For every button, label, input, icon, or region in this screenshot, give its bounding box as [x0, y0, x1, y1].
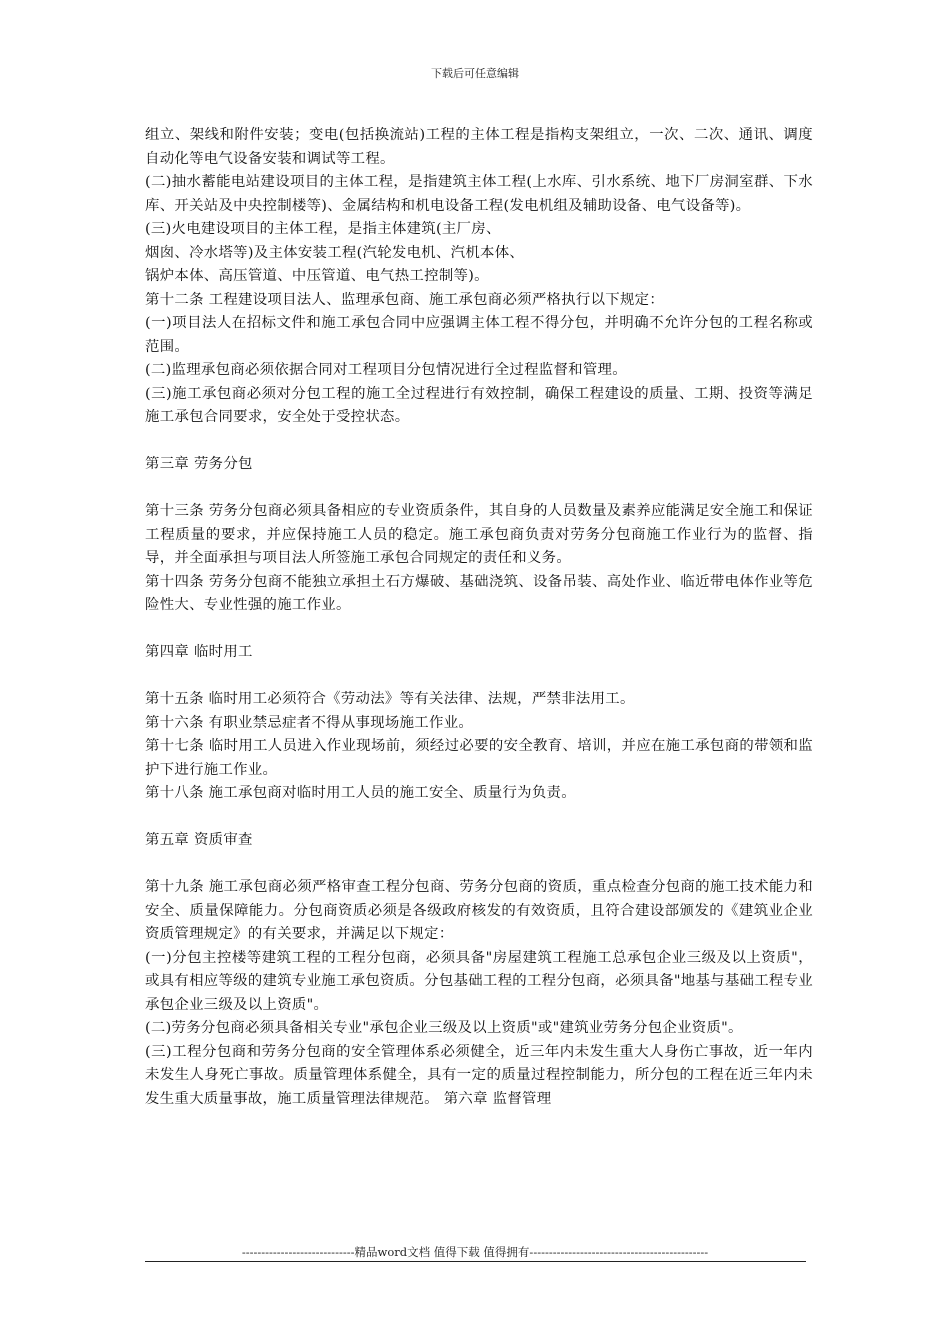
- paragraph: (一)项目法人在招标文件和施工承包合同中应强调主体工程不得分包，并明确不允许分包的工程名称或范围。: [145, 315, 813, 355]
- blank-line: [145, 665, 813, 689]
- paragraph: (一)分包主控楼等建筑工程的工程分包商，必须具备"房屋建筑工程施工总承包企业三级及以上资质"，或具有相应等级的建筑专业施工承包资质。分包基础工程的工程分包商，必须具备"地基与基础工程专业承包企业三级及以上资质"。: [145, 949, 814, 1013]
- footer-rule: [145, 1261, 806, 1262]
- paragraph: 第十三条 劳务分包商必须具备相应的专业资质条件，其自身的人员数量及素养应能满足安全施工和保证工程质量的要求，并应保持施工人员的稳定。施工承包商负责对劳务分包商施工作业行为的监督、指导，并全面承担与项目法人所签施工承包合同规定的责任和义务。: [145, 503, 813, 566]
- paragraph: 第十四条 劳务分包商不能独立承担土石方爆破、基础浇筑、设备吊装、高处作业、临近带电体作业等危险性大、专业性强的施工作业。: [145, 573, 813, 613]
- paragraph: (三)施工承包商必须对分包工程的施工全过程进行有效控制，确保工程建设的质量、工期、投资等满足施工承包合同要求，安全处于受控状态。: [145, 385, 813, 425]
- chapter-heading: 第四章 临时用工: [145, 644, 253, 660]
- blank-line: [145, 477, 813, 501]
- paragraph: 第十七条 临时用工人员进入作业现场前，须经过必要的安全教育、培训，并应在施工承包商的带领和监护下进行施工作业。: [145, 738, 813, 778]
- paragraph: 锅炉本体、高压管道、中压管道、电气热工控制等)。: [145, 268, 489, 284]
- blank-line: [145, 806, 813, 830]
- paragraph: (二)监理承包商必须依据合同对工程项目分包情况进行全过程监督和管理。: [145, 362, 627, 378]
- document-body: [145, 124, 813, 1111]
- paragraph: (三)火电建设项目的主体工程，是指主体建筑(主厂房、: [145, 221, 501, 237]
- blank-line: [145, 618, 813, 642]
- paragraph: 第十六条 有职业禁忌症者不得从事现场施工作业。: [145, 714, 474, 731]
- chapter-heading: 第五章 资质审查: [145, 832, 253, 848]
- page-header: 下载后可任意编辑: [431, 67, 519, 80]
- paragraph: 第十八条 施工承包商对临时用工人员的施工安全、质量行为负责。: [145, 785, 576, 801]
- paragraph: 第十九条 施工承包商必须严格审查工程分包商、劳务分包商的资质，重点检查分包商的施工技术能力和安全、质量保障能力。分包商资质必须是各级政府核发的有效资质，且符合建设部颁发的《建筑业企业资质管理规定》的有关要求，并满足以下规定：: [145, 879, 813, 942]
- paragraph: (二)劳务分包商必须具备相关专业"承包企业三级及以上资质"或"建筑业劳务分包企业资质"。: [145, 1020, 743, 1036]
- blank-line: [145, 430, 813, 454]
- paragraph: (二)抽水蓄能电站建设项目的主体工程，是指建筑主体工程(上水库、引水系统、地下厂房洞室群、下水库、开关站及中央控制楼等)、金属结构和机电设备工程(发电机组及辅助设备、电气设备等)。: [145, 174, 813, 214]
- chapter-heading: 第三章 劳务分包: [145, 456, 253, 472]
- blank-line: [145, 853, 813, 877]
- paragraph: 烟囱、冷水塔等)及主体安装工程(汽轮发电机、汽机本体、: [145, 244, 525, 261]
- paragraph: 第十五条 临时用工必须符合《劳动法》等有关法律、法规，严禁非法用工。: [145, 691, 635, 707]
- article-heading: 第十二条 工程建设项目法人、监理承包商、施工承包商必须严格执行以下规定：: [145, 291, 665, 308]
- page-footer: -----------------------------精品word文档 值得下载 值得拥有----------------------------------------------: [241, 1245, 709, 1259]
- paragraph: (三)工程分包商和劳务分包商的安全管理体系必须健全，近三年内未发生重大人身伤亡事故，近一年内未发生人身死亡事故。质量管理体系健全，具有一定的质量过程控制能力，所分包的工程在近三年内未发生重大质量事故，施工质量管理法律规范。 第六章 监督管理: [145, 1043, 813, 1107]
- paragraph: 组立、架线和附件安装；变电(包括换流站)工程的主体工程是指构支架组立，一次、二次、通讯、调度自动化等电气设备安装和调试等工程。: [145, 127, 813, 167]
